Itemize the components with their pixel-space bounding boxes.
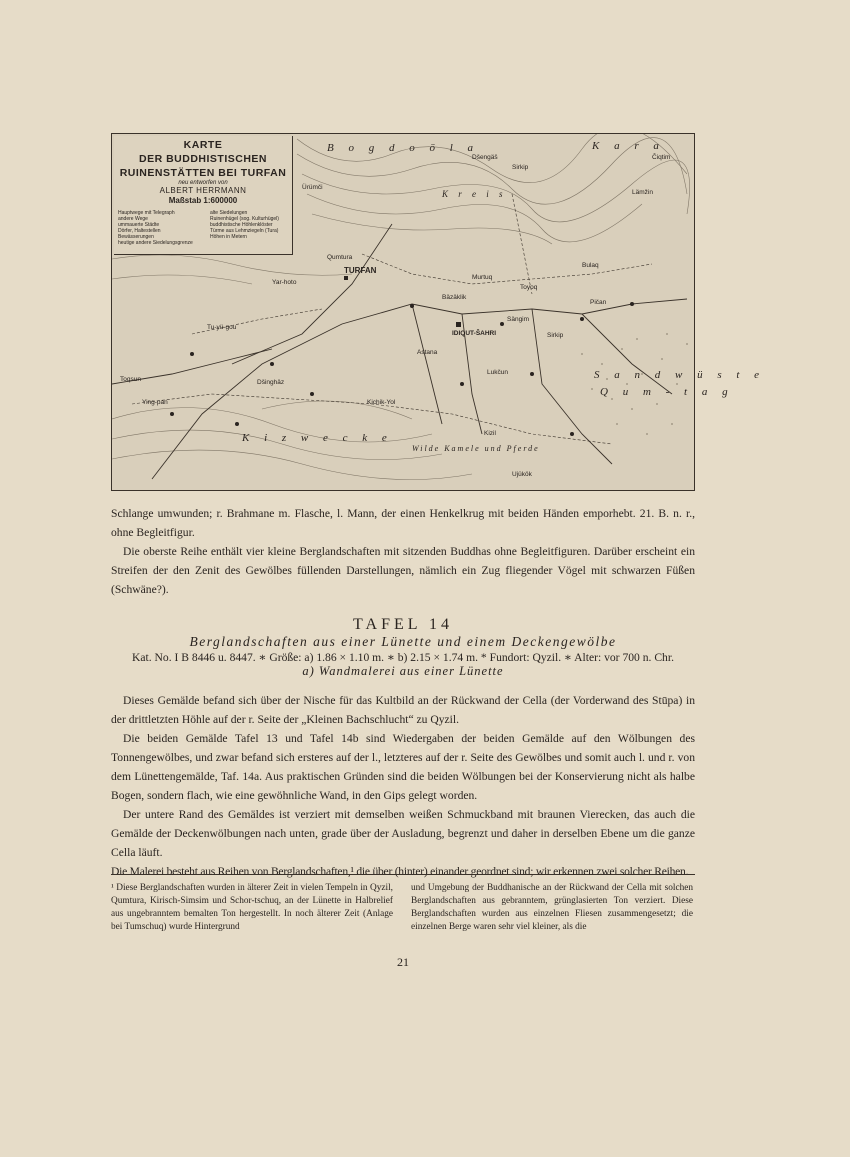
tafel-meta: Kat. No. I B 8446 u. 8447. ∗ Größe: a) 1.86 × 1.10 m. ∗ b) 2.15 × 1.74 m. * Fundort: Qyzil. ∗ Alter: vor 700 n. Chr. [132,651,674,664]
legend-key: ummauerte Städte [118,222,160,228]
map-label: Toyoq [520,284,538,291]
map-label: IDIQUT-ŠAHRI [452,330,497,337]
map-label: Tu-yü-gou [207,324,237,331]
map-label: Sängim [507,316,530,323]
map-label: Kichik-Yol [367,399,396,406]
map-label: Ying-pan [142,399,168,406]
legend-key: Ruinenhügel (sog. Kulturhügel) [210,216,279,222]
legend-key: Hauptwege mit Telegraph [118,210,175,216]
map-label: Lämžin [632,189,653,196]
map-label: Lukčun [487,369,508,376]
map-title-line-1: KARTE [183,139,223,151]
map-label: K i z w e c k e [242,432,393,444]
footnote-right: und Umgebung der Buddhanische an der Rückwand der Cella mit solchen Berglandschaften aus gebranntem, grünglasierten Ton verziert. Diese Berglandschaften wurden aus einzelnen Fliesen zusammengesetzt; die einzelnen Berge waren sehr viel kleiner, als die [411,883,693,932]
map-label: Čiqtim [652,154,671,161]
map-author: ALBERT HERRMANN [159,186,247,195]
legend-key: alte Siedelungen [210,210,248,216]
page-number: 21 [397,955,409,969]
map-label: TURFAN [344,266,377,275]
map-legend [114,136,293,255]
body-text [111,691,695,881]
body-paragraph: Der untere Rand des Gemäldes ist verziert mit demselben weißen Schmuckband mit braunen Vierecken, das auch die Gemälde der Deckenwölbungen nach unten, grade über der Ausladung, begrenzt und daher in derselben Ebene um die ganze Cella läuft. [111,808,695,859]
map-label: B o g d o ö l a [327,142,480,154]
legend-key: buddhistische Höhlenklöster [210,222,273,228]
map-scale: Maßstab 1:600000 [168,196,238,205]
body-paragraph: Die Malerei besteht aus Reihen von Berglandschaften,¹ die über (hinter) einander geordnet sind; wir erkennen zwei solcher Reihen. [111,865,689,878]
map-title-line-3: RUINENSTÄTTEN BEI TURFAN [119,167,287,179]
map-label: Bäzäklik [442,294,467,301]
map-label: Wilde Kamele und Pferde [412,444,540,453]
map-label: Toqsun [120,376,141,383]
section-heading: a) Wandmalerei aus einer Lünette [302,664,504,678]
map-label: Yar-hoto [272,279,297,286]
map-label: Q u m - t a g [600,386,734,398]
tafel-title: TAFEL 14 [353,616,453,633]
footnote-divider [111,874,695,875]
map-label: Murtuq [472,274,493,281]
body-paragraph: Dieses Gemälde befand sich über der Nische für das Kultbild an der Rückwand der Cella (der Vorderwand des Stūpa) in der drittletzten Höhle auf der r. Seite der „Kleinen Bachschlucht“ zu Qyzil. [111,694,695,726]
footnote-left: ¹ Diese Berglandschaften wurden in älterer Zeit in vielen Tempeln in Qyzil, Qumtura, Kirisch-Simsim und Schor-tschuq, an der Lünette in Halbrelief aus ungebranntem bemalten Ton hergestellt. In noch älterer Zeit (Anlage bei Tumschuq) wurde Hintergrund [111,883,393,932]
map-label: Dšinghäz [257,379,285,386]
map-label: Pičan [590,299,607,306]
legend-key: Höhen in Metern [210,234,247,240]
map-label: Ürümči [302,184,323,191]
map-label: Ujükök [512,471,532,478]
map-label: Sirkip [512,164,529,171]
legend-key: Dörfer, Haltestellen [118,228,161,234]
map-label: Dšengäš [472,154,498,161]
map-subtitle: neu entworfen von [178,180,228,186]
map-label: K r e i s [442,189,507,199]
caption-paragraph: Die oberste Reihe enthält vier kleine Berglandschaften mit sitzenden Buddhas ohne Begleitfiguren. Darüber erscheint ein Streifen der den Zenit des Gewölbes füllenden Darstellungen, nämlich ein Zug fliegender Vögel mit schwarzen Füßen (Schwäne?). [111,545,695,596]
map-label: Astana [417,349,438,356]
legend-key: Türme aus Lehmziegeln (Tura) [210,228,279,234]
map-title-line-2: DER BUDDHISTISCHEN [138,153,267,165]
caption-paragraph: Schlange umwunden; r. Brahmane m. Flasche, l. Mann, der einen Henkelkrug mit beiden Händen emporhebt. 21. B. n. r., ohne Begleitfigur. [111,507,695,539]
map-label: K a r a [592,140,665,152]
tafel-subtitle: Berglandschaften aus einer Lünette und einem Deckengewölbe [189,634,617,649]
map-label: Sirkip [547,332,564,339]
caption-text [111,504,695,599]
map-label: Qumtura [327,254,353,261]
legend-key: Bewässerungen [118,234,154,240]
map-label: S a n d w ü s t e [594,369,766,381]
tafel-heading [111,616,695,679]
legend-key: andere Wege [118,216,148,222]
turfan-map [111,133,766,491]
map-label: Bulaq [582,262,599,269]
body-paragraph: Die beiden Gemälde Tafel 13 und Tafel 14b sind Wiedergaben der beiden Gemälde auf den Wölbungen des Tonnengewölbes, und zwar befand sich ersteres auf der l., letzteres auf der r. Seite des Gewölbes und somit auch l. und r. von dem Lünettengemälde, Taf. 14a. Aus praktischen Gründen sind die beiden Wölbungen bei der Konservierung nicht als halbe Bogen, sondern flach, wie eine gewöhnliche Wand, in den Gips gelegt worden. [111,732,695,802]
map-label: Kizil [484,430,496,437]
legend-key: heutige andere Siedelungsgrenze [118,240,193,246]
